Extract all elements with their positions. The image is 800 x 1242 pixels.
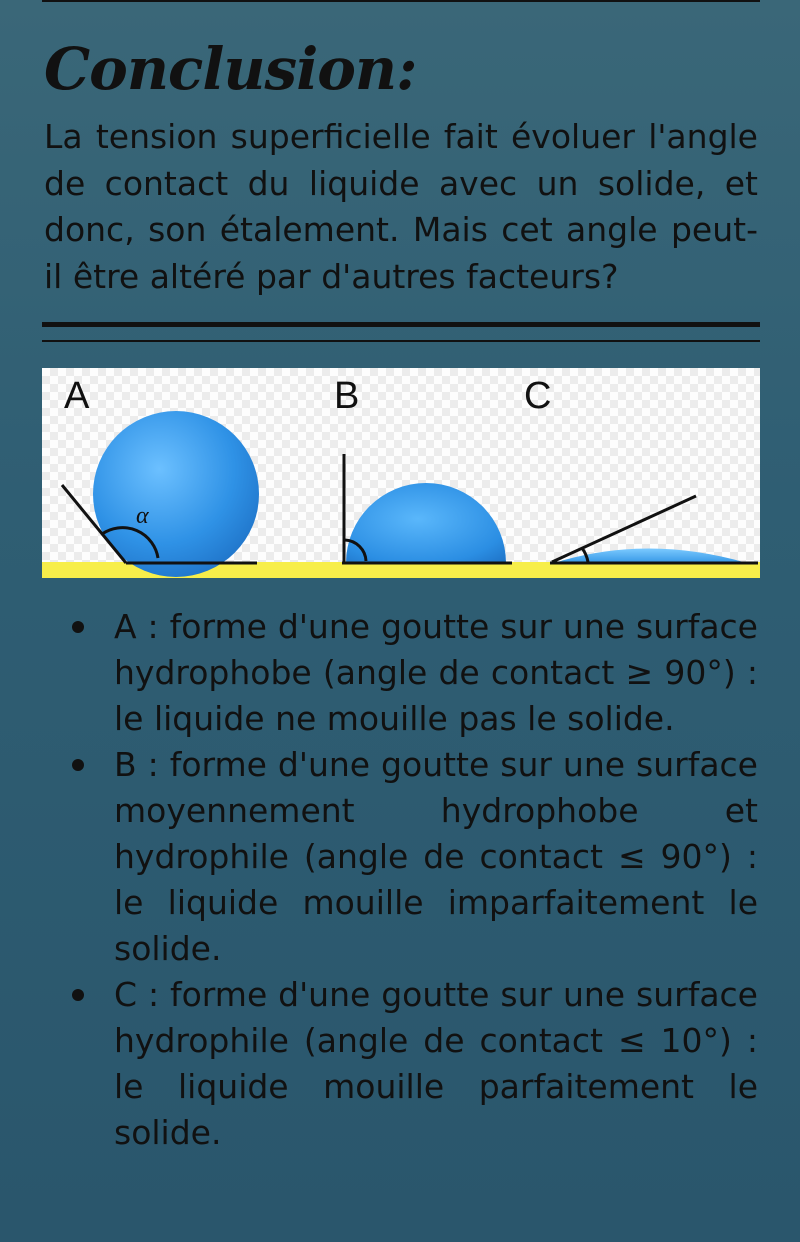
thick-divider (42, 322, 760, 327)
contact-angle-figure (42, 368, 760, 578)
bullet-text-a: A : forme d'une goutte sur une surface hydrophobe (angle de contact ≥ 90°) : le liquide ne mouille pas le solide. (114, 607, 758, 738)
list-item (114, 742, 758, 972)
bullet-icon (72, 759, 84, 771)
bullet-list (0, 604, 758, 1156)
thin-divider (42, 340, 760, 342)
bullet-text-c: C : forme d'une goutte sur une surface hydrophile (angle de contact ≤ 10°) : le liquide mouille parfaitement le solide. (114, 975, 758, 1152)
list-item (114, 604, 758, 742)
drop-b (346, 483, 506, 563)
label-c: C (524, 375, 552, 417)
intro-paragraph: La tension superficielle fait évoluer l'angle de contact du liquide avec un solide, et donc, son étalement. Mais cet angle peut-il être altéré par d'autres facteurs? (44, 117, 758, 296)
list-item (114, 972, 758, 1156)
alpha-symbol: α (136, 503, 149, 529)
drops-illustration (42, 368, 760, 578)
label-b: B (334, 375, 360, 417)
label-a: A (64, 375, 90, 417)
bullet-icon (72, 989, 84, 1001)
page-title: Conclusion: (44, 35, 417, 103)
top-divider (42, 0, 760, 2)
bullet-text-b: B : forme d'une goutte sur une surface moyennement hydrophobe et hydrophile (angle de contact ≤ 90°) : le liquide mouille imparfaitement le solide. (114, 745, 758, 968)
bullet-icon (72, 621, 84, 633)
